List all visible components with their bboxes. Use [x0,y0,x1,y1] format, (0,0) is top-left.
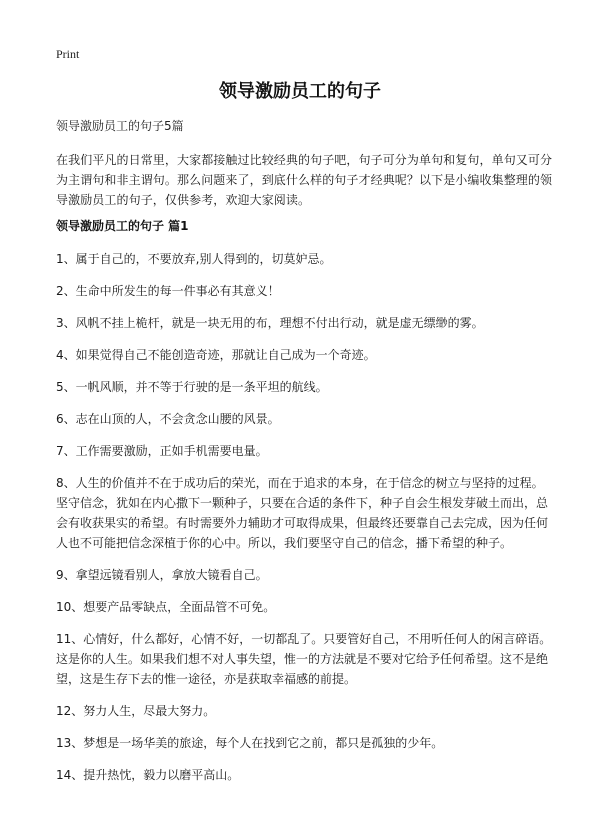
list-item: 6、志在山顶的人，不会贪念山腰的风景。 [56,412,280,426]
quote-list [56,249,554,797]
list-item: 1、属于自己的，不要放弃,别人得到的，切莫妒忌。 [56,252,332,266]
list-item: 5、一帆风顺，并不等于行驶的是一条平坦的航线。 [56,380,328,394]
list-item: 13、梦想是一场华美的旅途，每个人在找到它之前，都只是孤独的少年。 [56,736,444,750]
intro-paragraph: 在我们平凡的日常里，大家都接触过比较经典的句子吧，句子可分为单句和复句，单句又可分为主谓句和非主谓句。那么问题来了，到底什么样的句子才经典呢？以下是小编收集整理的领导激励员工的句子，仅供参考，欢迎大家阅读。 [56,153,553,207]
document-subtitle: 领导激励员工的句子5篇 [56,119,184,133]
print-link[interactable]: Print [56,47,80,61]
list-item: 3、风帆不挂上桅杆，就是一块无用的布，理想不付出行动，就是虚无缥缈的雾。 [56,316,484,330]
section-heading: 领导激励员工的句子 篇1 [56,219,189,233]
list-item: 4、如果觉得自己不能创造奇迹，那就让自己成为一个奇迹。 [56,348,376,362]
list-item: 9、拿望远镜看别人，拿放大镜看自己。 [56,568,268,582]
list-item: 8、人生的价值并不在于成功后的荣光，而在于追求的本身，在于信念的树立与坚持的过程。坚守信念，犹如在内心撒下一颗种子，只要在合适的条件下，种子自会生根发芽破土而出，总会有收获果实的希望。有时需要外力辅助才可取得成果，但最终还要靠自己去完成，因为任何人也不可能把信念深植于你的心中。所以，我们要坚守自己的信念，播下希望的种子。 [56,476,549,550]
list-item: 11、心情好，什么都好，心情不好，一切都乱了。只要管好自己，不用听任何人的闲言碎语。这是你的人生。如果我们想不对人事失望，惟一的方法就是不要对它给予任何希望。这不是绝望，这是生存下去的惟一途径，亦是获取幸福感的前提。 [56,632,552,686]
list-item: 14、提升热忱，毅力以磨平高山。 [56,768,240,782]
page-title: 领导激励员工的句子 [219,81,381,102]
list-item: 2、生命中所发生的每一件事必有其意义！ [56,284,280,298]
list-item: 12、努力人生，尽最大努力。 [56,704,216,718]
list-item: 10、想要产品零缺点，全面品管不可免。 [56,600,276,614]
list-item: 7、工作需要激励，正如手机需要电量。 [56,444,268,458]
